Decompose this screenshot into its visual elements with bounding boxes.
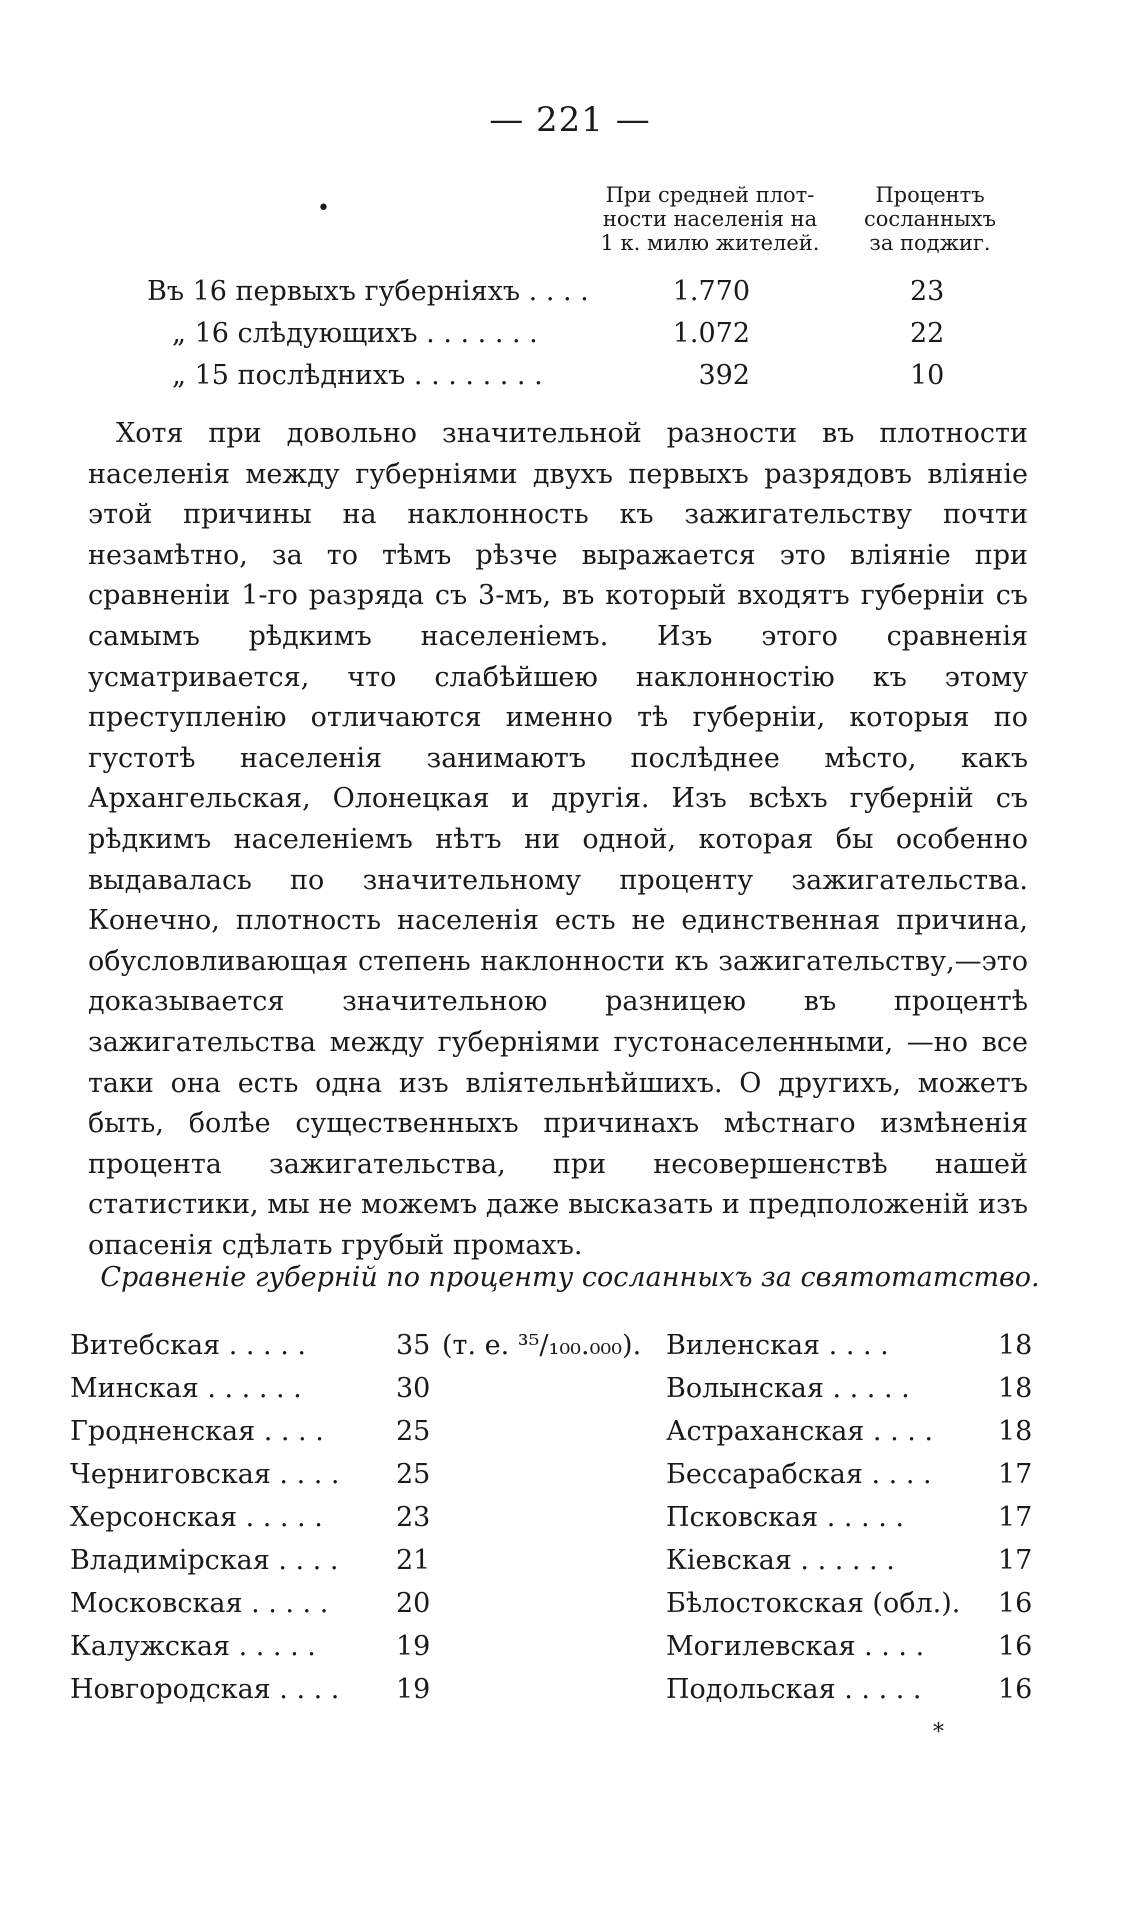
province-name: Виленская . . . . [666, 1330, 889, 1361]
list-item [666, 1416, 1046, 1459]
page-number: — 221 — [489, 100, 651, 140]
printer-mark: * [933, 1720, 944, 1745]
row-density: 392 [698, 360, 750, 391]
list-item [666, 1459, 1046, 1502]
province-name: Херсонская . . . . . [70, 1502, 323, 1533]
list-item [666, 1545, 1046, 1588]
province-name: Владимірская . . . . [70, 1545, 339, 1576]
province-name: Кіевская . . . . . . [666, 1545, 895, 1576]
row-label: „ 15 послѣднихъ . . . . . . . . [172, 360, 543, 391]
list-item [666, 1330, 1046, 1373]
province-value: 30 [396, 1373, 431, 1404]
province-name: Подольская . . . . . [666, 1674, 922, 1705]
list-item [70, 1588, 670, 1631]
section-caption: Сравненіе губерній по проценту сосланныхъ за святотатство. [100, 1262, 1040, 1293]
header-line: за поджиг. [869, 231, 991, 255]
value-note: (т. е. ³⁵/₁₀₀.₀₀₀). [442, 1330, 642, 1361]
province-value: 25 [396, 1416, 431, 1447]
body-paragraph [88, 414, 1028, 1266]
table-header-density [580, 183, 840, 255]
list-item [666, 1588, 1046, 1631]
row-label: „ 16 слѣдующихъ . . . . . . . [172, 318, 538, 349]
province-value: 17 [998, 1545, 1033, 1576]
province-value: 16 [998, 1588, 1033, 1619]
list-item [666, 1502, 1046, 1545]
header-line: При средней плот- [605, 183, 815, 207]
row-percent: 22 [910, 318, 945, 349]
province-value: 35 [396, 1330, 431, 1361]
province-name: Могилевская . . . . [666, 1631, 925, 1662]
header-line: сосланныхъ [864, 207, 996, 231]
list-item [666, 1674, 1046, 1717]
province-value: 18 [998, 1373, 1033, 1404]
list-item [666, 1373, 1046, 1416]
province-name: Астраханская . . . . [666, 1416, 933, 1447]
province-name: Бессарабская . . . . [666, 1459, 932, 1490]
list-item [666, 1631, 1046, 1674]
header-line: ности населенія на [602, 207, 818, 231]
list-item [70, 1416, 670, 1459]
province-name: Гродненская . . . . [70, 1416, 324, 1447]
table-header-percent [845, 183, 1015, 255]
list-item [70, 1459, 670, 1502]
left-province-list [70, 1330, 670, 1717]
province-value: 17 [998, 1459, 1033, 1490]
list-item [70, 1373, 670, 1416]
header-line: 1 к. милю жителей. [600, 231, 820, 255]
table-row [0, 360, 1140, 400]
list-item [70, 1674, 670, 1717]
row-percent: 10 [910, 360, 945, 391]
province-value: 17 [998, 1502, 1033, 1533]
province-name: Московская . . . . . [70, 1588, 329, 1619]
province-value: 23 [396, 1502, 431, 1533]
right-province-list [666, 1330, 1046, 1717]
province-name: Волынская . . . . . [666, 1373, 910, 1404]
province-name: Минская . . . . . . [70, 1373, 302, 1404]
province-name: Витебская . . . . . [70, 1330, 306, 1361]
province-value: 18 [998, 1330, 1033, 1361]
province-name: Бѣлостокская (обл.). [666, 1588, 961, 1619]
row-density: 1.072 [672, 318, 750, 349]
province-name: Калужская . . . . . [70, 1631, 316, 1662]
province-name: Псковская . . . . . [666, 1502, 904, 1533]
list-item [70, 1631, 670, 1674]
province-value: 16 [998, 1631, 1033, 1662]
province-value: 20 [396, 1588, 431, 1619]
list-item [70, 1545, 670, 1588]
province-value: 21 [396, 1545, 431, 1576]
row-density: 1.770 [672, 276, 750, 307]
table-row [0, 276, 1140, 316]
province-value: 19 [396, 1631, 431, 1662]
header-line: Процентъ [875, 183, 985, 207]
table-row [0, 318, 1140, 358]
list-item [70, 1502, 670, 1545]
province-value: 16 [998, 1674, 1033, 1705]
province-value: 25 [396, 1459, 431, 1490]
list-item [70, 1330, 670, 1373]
province-name: Черниговская . . . . [70, 1459, 340, 1490]
row-percent: 23 [910, 276, 945, 307]
paragraph-text: Хотя при довольно значительной разности въ плотности населенія между губерніями двухъ первыхъ разрядовъ вліяніе этой причины на наклонность къ зажигательству почти незамѣтно, за то тѣмъ рѣзче выражается это вліяніе при сравненіи 1-го разряда съ 3-мъ, въ который входятъ губерніи съ самымъ рѣдкимъ населеніемъ. Изъ этого сравненія усматривается, что слабѣйшею наклонностію къ этому преступленію отличаются именно тѣ губерніи, которыя по густотѣ населенія занимаютъ послѣднее мѣсто, какъ Архангельская, Олонецкая и другія. Изъ всѣхъ губерній съ рѣдкимъ населеніемъ нѣтъ ни одной, которая бы особенно выдавалась по значительному проценту зажигательства. Конечно, плотность населенія есть не единственная причина, обусловливающая степень наклонности къ зажигательству,—это доказывается значительною разницею въ процентѣ зажигательства между губерніями густонаселенными, —но все таки она есть одна изъ вліятельнѣйшихъ. О другихъ, можетъ быть, болѣе существенныхъ причинахъ мѣстнаго измѣненія процента зажигательства, при несовершенствѣ нашей статистики, мы не можемъ даже высказать и предположеній изъ опасенія сдѣлать грубый промахъ. [88, 418, 1028, 1261]
row-label: Въ 16 первыхъ губерніяхъ . . . . [147, 276, 589, 307]
province-value: 19 [396, 1674, 431, 1705]
province-value: 18 [998, 1416, 1033, 1447]
printer-mark: • [317, 196, 330, 221]
province-name: Новгородская . . . . [70, 1674, 340, 1705]
